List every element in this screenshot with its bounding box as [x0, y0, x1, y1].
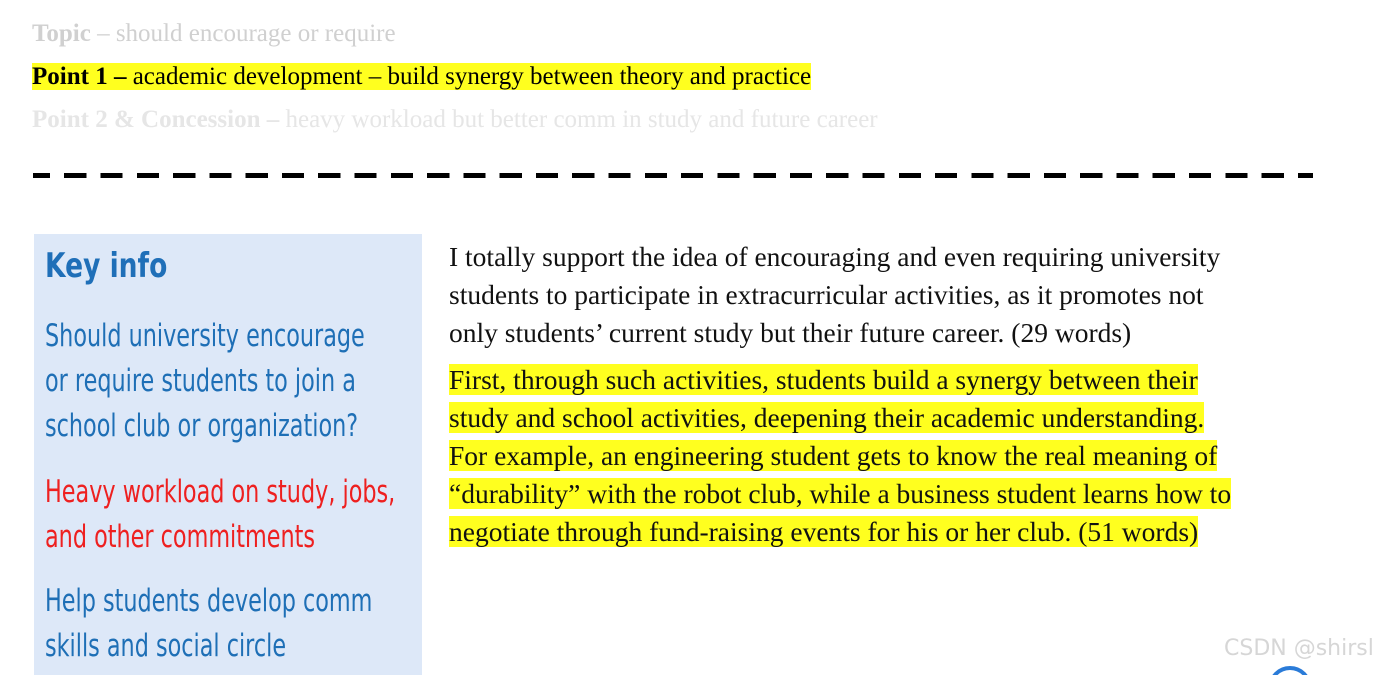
- essay-intro-line: I totally support the idea of encouraging and even requiring university: [449, 241, 1221, 272]
- key-info-title: Key info: [45, 246, 168, 286]
- essay-body-line-text: study and school activities, deepening their academic understanding.: [449, 402, 1205, 433]
- outline-point1-row: [32, 61, 811, 93]
- essay-body-line-text: “durability” with the robot club, while a business student learns how to: [449, 478, 1232, 509]
- essay-intro-line: only students’ current study but their future career. (29 words): [449, 317, 1132, 348]
- outline-topic-text: – should encourage or require: [90, 20, 396, 47]
- essay-body-line: [449, 399, 1359, 437]
- key-info-question-line: school club or organization?: [45, 408, 359, 444]
- outline-point2-row: [32, 104, 878, 136]
- key-info-benefit-line: Help students develop comm: [45, 583, 373, 619]
- corner-logo-icon: [1268, 666, 1312, 675]
- key-info-question: [45, 314, 419, 449]
- key-info-question-line: or require students to join a: [45, 363, 356, 399]
- outline-topic-label: Topic: [32, 20, 91, 47]
- essay-body-line-text: For example, an engineering student gets to know the real meaning of: [449, 440, 1218, 471]
- essay-body-line-text: First, through such activities, students build a synergy between their: [449, 364, 1198, 395]
- outline-point1-label: Point 1 –: [32, 63, 127, 90]
- essay-body-line: [449, 475, 1359, 513]
- key-info-benefit: [45, 579, 419, 669]
- essay-body-line: [449, 437, 1359, 475]
- outline-topic-row: [32, 18, 396, 50]
- outline-point2-text: heavy workload but better comm in study and future career: [279, 106, 878, 133]
- key-info-panel: [34, 234, 422, 675]
- watermark: CSDN @shirsl: [1224, 636, 1374, 661]
- essay-intro-paragraph: [449, 238, 1359, 352]
- key-info-concession: [45, 470, 419, 560]
- key-info-concession-line: Heavy workload on study, jobs,: [45, 474, 396, 510]
- outline-point1-text: academic development – build synergy between theory and practice: [126, 63, 812, 90]
- essay-intro-line: students to participate in extracurricular activities, as it promotes not: [449, 279, 1204, 310]
- dashed-divider: [33, 173, 1313, 178]
- key-info-benefit-line: skills and social circle: [45, 628, 287, 664]
- essay-body-line-text: negotiate through fund-raising events for his or her club. (51 words): [449, 516, 1199, 547]
- outline-point1-highlight: [32, 63, 811, 90]
- key-info-concession-line: and other commitments: [45, 519, 316, 555]
- essay-body-line: [449, 361, 1359, 399]
- key-info-question-line: Should university encourage: [45, 318, 365, 354]
- essay-body-line: [449, 513, 1359, 551]
- outline-point2-label: Point 2 & Concession –: [32, 106, 280, 133]
- essay-body-paragraph-1: [449, 361, 1359, 551]
